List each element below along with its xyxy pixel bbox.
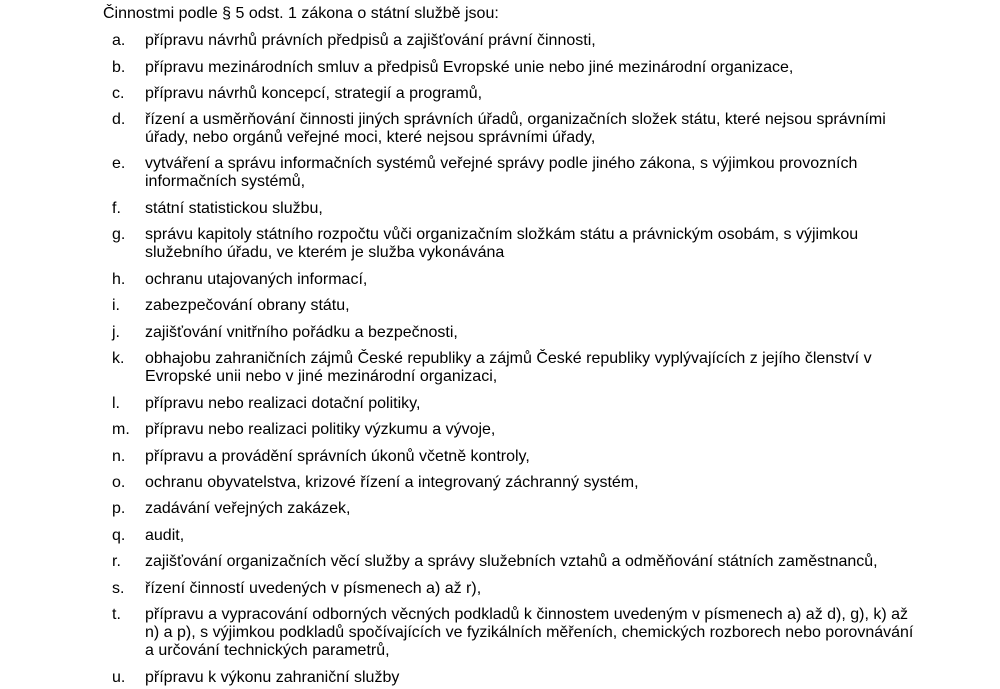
list-letter: i. bbox=[112, 297, 120, 314]
list-text: přípravu a provádění správních úkonů včetně kontroly, bbox=[145, 448, 530, 465]
list-text: řízení činností uvedených v písmenech a) až r), bbox=[145, 580, 482, 597]
list-letter: c. bbox=[112, 85, 125, 102]
list-text: zajišťování vnitřního pořádku a bezpečnosti, bbox=[145, 324, 458, 341]
list-letter: h. bbox=[112, 271, 126, 288]
list-letter: o. bbox=[112, 474, 126, 491]
list-text: přípravu nebo realizaci dotační politiky, bbox=[145, 395, 421, 412]
list-letter: n. bbox=[112, 448, 126, 465]
list-text: ochranu utajovaných informací, bbox=[145, 271, 368, 288]
list-text: obhajobu zahraničních zájmů České republiky a zájmů České republiky vyplývajících z jejího členství v Evropské unii nebo v jiné mezinárodní organizaci, bbox=[145, 350, 872, 385]
list-text: audit, bbox=[145, 527, 185, 544]
list-letter: p. bbox=[112, 500, 126, 517]
list-letter: u. bbox=[112, 669, 126, 686]
list-text: přípravu nebo realizaci politiky výzkumu a vývoje, bbox=[145, 421, 496, 438]
list-letter: b. bbox=[112, 59, 126, 76]
list-letter: r. bbox=[112, 553, 121, 570]
list-text: zajišťování organizačních věcí služby a správy služebních vztahů a odměňování státních zaměstnanců, bbox=[145, 553, 878, 570]
list-text: přípravu návrhů právních předpisů a zajišťování právní činnosti, bbox=[145, 32, 596, 49]
list-text: správu kapitoly státního rozpočtu vůči organizačním složkám státu a právnickým osobám, s výjimkou služebního úřadu, ve kterém je služba vykonávána bbox=[145, 226, 859, 261]
list-letter: j. bbox=[112, 324, 120, 341]
list-letter: g. bbox=[112, 226, 126, 243]
list-text: přípravu návrhů koncepcí, strategií a programů, bbox=[145, 85, 483, 102]
intro-sentence: Činnostmi podle § 5 odst. 1 zákona o státní službě jsou: bbox=[103, 5, 499, 22]
list-text: ochranu obyvatelstva, krizové řízení a integrovaný záchranný systém, bbox=[145, 474, 639, 491]
list-text: přípravu k výkonu zahraniční služby bbox=[145, 669, 400, 686]
list-letter: e. bbox=[112, 155, 126, 172]
list-letter: s. bbox=[112, 580, 125, 597]
list-letter: a. bbox=[112, 32, 126, 49]
list-letter: l. bbox=[112, 395, 120, 412]
list-text: zabezpečování obrany státu, bbox=[145, 297, 350, 314]
list-letter: q. bbox=[112, 527, 126, 544]
list-text: přípravu a vypracování odborných věcných podkladů k činnostem uvedeným v písmenech a) až d), g), k) až n) a p), s výjimkou podkladů spočívajících ve fyzikálních měřeních, chemických rozborech nebo porovnávání a určování technických parametrů, bbox=[145, 606, 914, 659]
list-text: státní statistickou službu, bbox=[145, 200, 323, 217]
list-text: zadávání veřejných zakázek, bbox=[145, 500, 351, 517]
list-letter: d. bbox=[112, 111, 126, 128]
list-letter: m. bbox=[112, 421, 130, 438]
list-text: řízení a usměrňování činnosti jiných správních úřadů, organizačních složek státu, které nejsou správními úřady, nebo orgánů veřejné moci, které nejsou správními úřady, bbox=[145, 111, 886, 146]
list-text: vytváření a správu informačních systémů veřejné správy podle jiného zákona, s výjimkou provozních informačních systémů, bbox=[145, 155, 858, 190]
list-letter: f. bbox=[112, 200, 121, 217]
list-letter: k. bbox=[112, 350, 125, 367]
list-letter: t. bbox=[112, 606, 121, 623]
list-text: přípravu mezinárodních smluv a předpisů Evropské unie nebo jiné mezinárodní organizace, bbox=[145, 59, 794, 76]
